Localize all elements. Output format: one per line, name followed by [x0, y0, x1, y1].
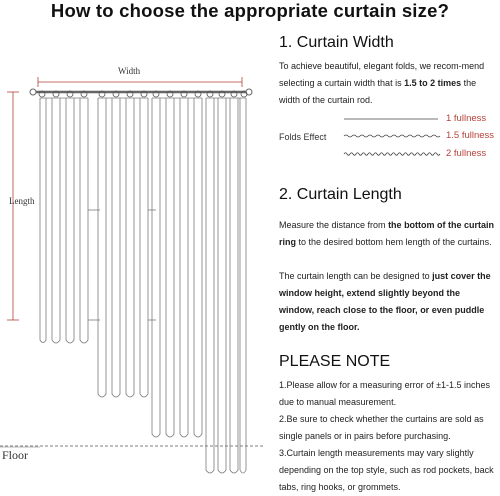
curtain-panel-floor: [206, 98, 246, 473]
note-3: 3.Curtain length measurements may vary slightly depending on the top style, such as rod pockets, back tabs, ring hooks, or grommets.: [279, 448, 494, 492]
curtain-panel-medium: [98, 98, 156, 397]
please-note-heading: PLEASE NOTE: [279, 353, 391, 370]
fold-line-2: [344, 153, 440, 156]
width-dimension: [38, 77, 242, 87]
length-dimension: [7, 92, 19, 320]
fullness-1-label: 1 fullness: [446, 113, 487, 124]
note-1: 1.Please allow for a measuring error of ±1-1.5 inches due to manual measurement.: [279, 380, 491, 407]
folds-effect-label: Folds Effect: [279, 132, 327, 142]
curtain-panel-long: [152, 98, 202, 437]
note-2: 2.Be sure to check whether the curtains are sold as single panels or in pairs before purchasing.: [279, 414, 484, 441]
fold-lines: [344, 119, 440, 155]
width-label: Width: [118, 66, 141, 76]
fold-line-1-5: [344, 135, 440, 137]
curtain-panel-short: [40, 98, 100, 343]
floor-label: Floor: [2, 448, 29, 462]
curtain-length-options-text: The curtain length can be designed to just cover the window height, extend slightly beyond the window, reach close to the floor, or even puddle gently on the floor.: [279, 271, 491, 332]
curtain-width-heading: 1. Curtain Width: [279, 34, 394, 51]
fullness-1-5-label: 1.5 fullness: [446, 130, 495, 141]
curtain-length-text: Measure the distance from the bottom of the curtain ring to the desired bottom hem length of the curtains.: [279, 220, 495, 247]
page-title: How to choose the appropriate curtain size?: [50, 0, 450, 21]
length-label: Length: [9, 196, 35, 206]
fullness-2-label: 2 fullness: [446, 148, 487, 159]
curtain-width-text: To achieve beautiful, elegant folds, we recom-mend selecting a curtain width that is 1.5 to 2 times the width of the curtain rod.: [279, 61, 485, 105]
curtain-length-heading: 2. Curtain Length: [279, 186, 402, 203]
